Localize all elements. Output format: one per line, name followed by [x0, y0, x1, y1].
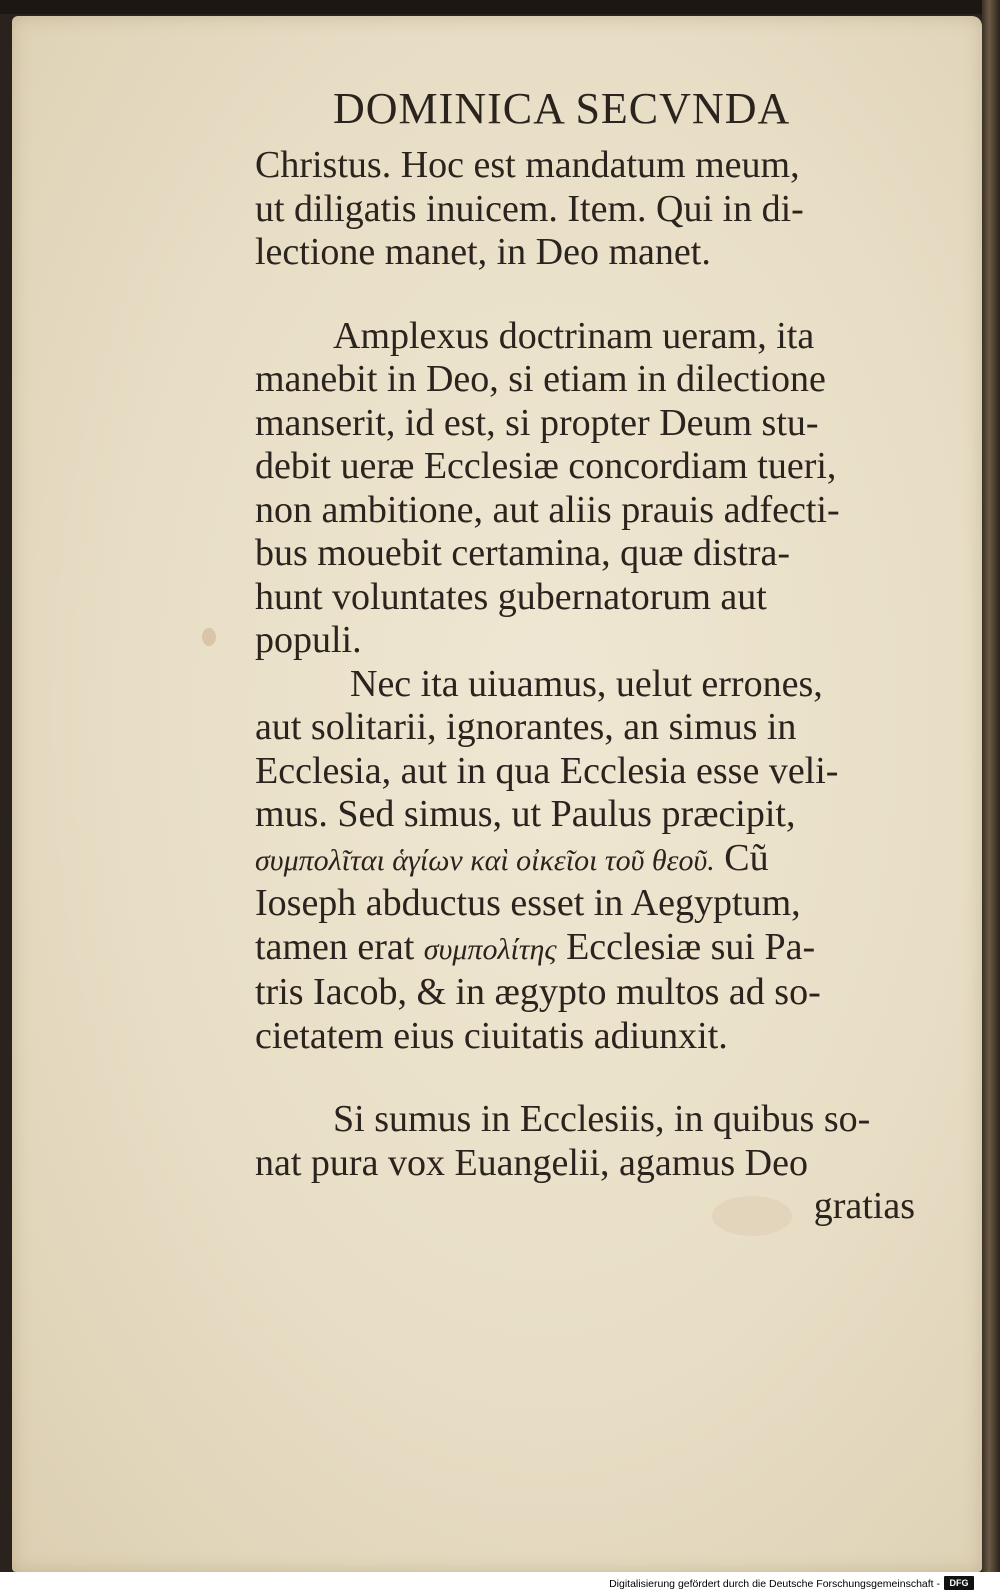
- text-line: lectione manet, in Deo manet.: [255, 231, 711, 273]
- text-line: Ioseph abductus esset in Aegyptum,: [255, 882, 801, 924]
- text-line: Christus. Hoc est mandatum meum,: [255, 144, 800, 186]
- paragraph-gap: [255, 275, 915, 315]
- text-line: Ecclesia, aut in qua Ecclesia esse veli-: [255, 749, 839, 792]
- text-line: debit ueræ Ecclesiæ concordiam tueri,: [255, 445, 837, 487]
- text-line: hunt voluntates gubernatorum aut: [255, 575, 767, 618]
- text-line: manserit, id est, si propter Deum stu-: [255, 401, 819, 444]
- funding-credit: Digitalisierung gefördert durch die Deutsche Forschungsgemeinschaft -: [609, 1578, 940, 1590]
- text-line: cietatem eius ciuitatis adiunxit.: [255, 1014, 728, 1057]
- text-fragment: tamen erat: [255, 925, 424, 968]
- page-text-block: [255, 80, 915, 1229]
- text-line: tris Iacob, & in ægypto multos ad so-: [255, 971, 821, 1013]
- greek-phrase: συμπολῖται ἁγίων καὶ οἰκεῖοι τοῦ θεοῦ.: [255, 843, 715, 877]
- text-line: populi.: [255, 619, 362, 661]
- book-spine-edge: [982, 0, 1000, 1572]
- paper-stain: [202, 628, 216, 646]
- text-line: Amplexus doctrinam ueram, ita: [333, 314, 815, 357]
- text-line: Nec ita uiuamus, uelut errones,: [350, 662, 823, 705]
- text-line-with-greek: [255, 926, 915, 972]
- paragraph-gap: [255, 1058, 915, 1098]
- text-line: mus. Sed simus, ut Paulus præcipit,: [255, 793, 796, 835]
- text-line: non ambitione, aut aliis prauis adfecti-: [255, 488, 840, 531]
- running-header: DOMINICA SECVNDA: [333, 84, 791, 133]
- scan-top-edge: [0, 0, 1000, 14]
- text-line: bus mouebit certamina, quæ distra-: [255, 532, 791, 574]
- dfg-logo-icon: DFG: [944, 1576, 974, 1590]
- digitization-footer: [0, 1572, 1000, 1596]
- greek-word: συμπολίτης: [423, 932, 557, 966]
- text-line: ut diligatis inuicem. Item. Qui in di-: [255, 187, 804, 230]
- text-line: Si sumus in Ecclesiis, in quibus so-: [333, 1098, 871, 1140]
- text-fragment: Ecclesiæ sui Pa-: [556, 925, 816, 968]
- text-fragment: Cũ: [714, 836, 769, 879]
- text-line: manebit in Deo, si etiam in dilectione: [255, 358, 826, 400]
- text-line: nat pura vox Euangelii, agamus Deo: [255, 1141, 808, 1184]
- text-line: aut solitarii, ignorantes, an simus in: [255, 706, 797, 748]
- catchword: gratias: [813, 1185, 915, 1227]
- text-line-with-greek: [255, 837, 915, 883]
